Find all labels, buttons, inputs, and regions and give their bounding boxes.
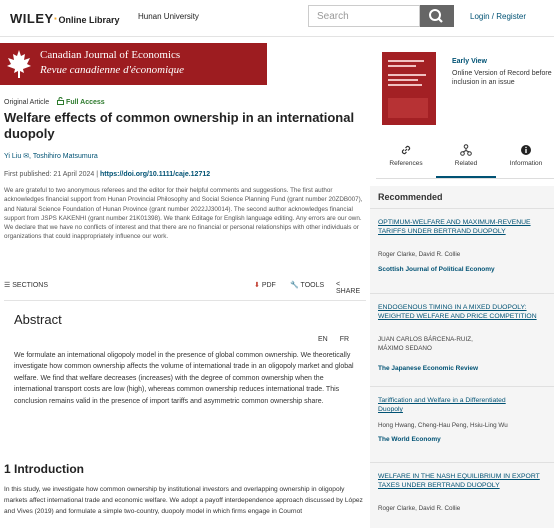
journal-banner[interactable] [0,43,267,85]
tab-references[interactable] [376,142,436,176]
introduction-heading: 1 Introduction [4,462,84,476]
recommended-item-journal[interactable]: The Japanese Economic Review [378,365,479,372]
recommended-item-title[interactable]: ENDOGENOUS TIMING IN A MIXED DUOPOLY: WEIGHTED WELFARE AND PRICE COMPETITION [378,304,537,320]
recommended-panel [370,186,554,528]
recommended-item-authors: JUAN CARLOS BÁRCENA‐RUIZ, MÁXIMO SEDANO [378,336,473,352]
share-button[interactable] [336,281,366,295]
publication-info [4,171,210,178]
share-icon: < [336,281,341,288]
divider [4,300,366,301]
early-view-description: Online Version of Record before inclusion in an issue [452,70,552,86]
language-switcher [318,336,349,343]
wrench-icon: 🔧 [290,282,299,289]
journal-name-en: Canadian Journal of Economics [40,49,181,61]
institution-name: Hunan University [138,12,199,21]
article-meta [4,97,105,106]
recommended-item [370,462,554,529]
article-authors[interactable]: Yi Liu ✉, Toshihiro Matsumura [4,153,98,160]
early-view-title[interactable]: Early View [452,58,487,65]
tab-related-label: Related [454,160,478,167]
unlock-icon [57,97,64,105]
cover-line [388,84,422,86]
tab-related[interactable] [436,142,496,178]
maple-leaf-icon [4,48,34,80]
recommended-item [370,293,554,384]
sections-label: SECTIONS [12,282,49,289]
recommended-heading: Recommended [378,192,443,202]
recommended-item-authors: Hong Hwang, Cheng‐Hau Peng, Hsiu‐Ling Wu [378,422,508,429]
recommended-item-title[interactable]: OPTIMUM‐WELFARE AND MAXIMUM‐REVENUE TARIFFS UNDER BERTRAND DUOPOLY [378,219,531,235]
published-date: 21 April 2024 [53,171,95,178]
tools-button[interactable] [290,281,324,289]
full-access-badge [57,99,105,106]
top-bar [0,0,554,37]
journal-cover-thumbnail[interactable] [382,52,436,125]
recommended-item-title[interactable]: WELFARE IN THE NASH EQUILIBRIUM IN EXPORT TAXES UNDER BERTRAND DUOPOLY [378,473,540,489]
logo-dot: · [53,11,59,26]
cover-graphic [388,98,428,118]
cover-line [388,65,416,67]
recommended-item-journal[interactable]: The World Economy [378,436,441,443]
search-input[interactable]: Search [308,5,420,27]
search-button[interactable] [420,5,454,27]
tab-references-label: References [389,160,423,167]
wiley-logo[interactable] [10,11,120,26]
logo-main-text: WILEY [10,11,54,26]
lang-en-button[interactable]: EN [318,336,328,343]
introduction-body: In this study, we investigate how common ownership by institutional investors and overlapping ownership in oligopoly markets affect international trade and economic welfare. We adopt a payoff interdependence approach discussed by López and Vives (2019) and formulate a simple two-country, duopoly model in which firms engage in Cournot [4,486,363,515]
article-type: Original Article [4,99,50,106]
doi-link[interactable]: https://doi.org/10.1111/caje.12712 [100,171,211,178]
search-icon [420,5,454,27]
pdf-label: PDF [261,282,276,289]
logo-sub-text: Online Library [58,15,120,25]
published-label: First published: [4,171,52,178]
article-toolbar [4,281,366,293]
cover-line [388,79,418,81]
sidebar-tabs [376,142,554,179]
pdf-icon: ⬇ [254,282,260,289]
list-icon: ☰ [4,282,11,289]
pdf-button[interactable] [254,281,276,289]
info-icon [520,144,532,156]
login-register-link[interactable]: Login / Register [470,12,527,21]
lang-fr-button[interactable]: FR [339,336,350,343]
full-access-label: Full Access [66,99,105,106]
abstract-heading: Abstract [14,312,62,327]
journal-name-fr: Revue canadienne d'économique [40,64,185,76]
recommended-item-journal[interactable]: Scottish Journal of Political Economy [378,266,495,273]
recommended-item [370,208,554,285]
recommended-item-authors: Roger Clarke, David R. Collie [378,251,461,258]
cover-line [388,60,424,62]
tab-information-label: Information [509,160,543,167]
sections-button[interactable] [4,281,48,289]
separator: | [96,171,101,178]
link-icon [400,144,412,156]
acknowledgement-text: We are grateful to two anonymous referees and the editor for their helpful comments and suggestions. The first author acknowledges financial support from Hunan Provincial Philosophy and Social Science Planning Fund (grant number 20ZDB007), and Natural Science Foundation of Hunan Province (grant number 2022JJ30014). The second author acknowledges financial support from JSPS KAKENHI (grant number 21K01398). We thank Editage for English language editing. Any errors are our own. We declare that we have no conflicts of interest and that there are no financial or personal relationships with other individuals or organizations that could inappropriately influence our work. [4,187,363,241]
cover-line [388,74,426,76]
tools-label: TOOLS [300,282,325,289]
network-icon [460,144,472,156]
recommended-item-title[interactable]: Tariffication and Welfare in a Differentiated Duopoly [378,397,506,413]
article-title: Welfare effects of common ownership in an international duopoly [4,110,355,141]
recommended-item [370,386,554,451]
share-label: SHARE [336,288,361,295]
recommended-item-authors: Roger Clarke, David R. Collie [378,505,461,512]
tab-information[interactable] [496,142,554,176]
abstract-body: We formulate an international oligopoly model in the presence of global common ownership. We theoretically investigate how common ownership affects the volume of international trade in an oligopoly market and global welfare. We find that welfare decreases (increases) with the degree of common ownership when the international transport costs are low (high), whereas common ownership reduces international trade. This conclusion remains valid in the presence of import tariffs and asymmetric common ownership share. [14,352,354,405]
